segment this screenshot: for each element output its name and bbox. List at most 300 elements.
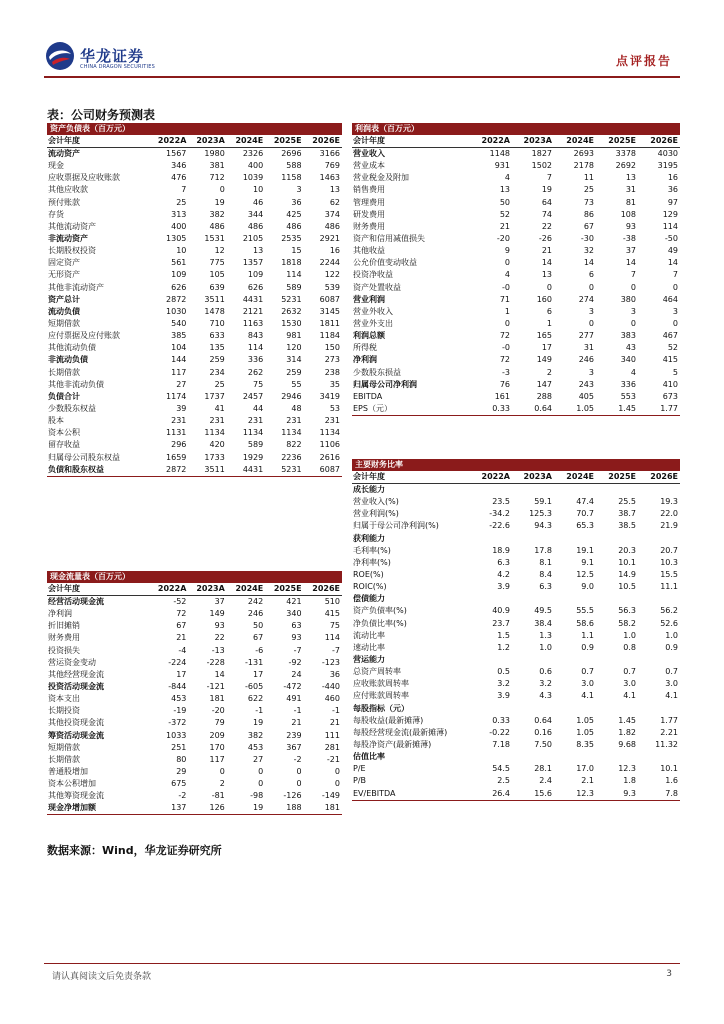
row-value: 52 <box>667 343 678 353</box>
table-row <box>352 269 680 281</box>
table-header-row <box>47 583 342 596</box>
row-value <box>554 593 596 605</box>
row-label: 流动负债 <box>48 306 80 316</box>
row-label: ROIC(%) <box>353 582 387 592</box>
row-value: 3 <box>588 306 594 316</box>
table-row <box>47 354 342 366</box>
row-label: 成长能力 <box>353 485 385 495</box>
row-value: -2 <box>293 754 302 764</box>
row-value: 160 <box>536 294 552 304</box>
table-row <box>352 751 680 763</box>
row-value: 16 <box>667 173 678 183</box>
row-label: 净利率(%) <box>353 557 391 567</box>
row-value: 1.0 <box>623 630 636 640</box>
row-value: 9.3 <box>596 788 638 801</box>
row-value: 125.3 <box>529 509 552 519</box>
row-label: 其他经营现金流 <box>48 669 104 679</box>
row-label: 长期借款 <box>48 367 80 377</box>
table-row <box>47 778 342 790</box>
row-value: 9.0 <box>581 582 594 592</box>
row-value: 114 <box>324 633 340 643</box>
row-value: 380 <box>620 294 636 304</box>
table-row <box>352 354 680 366</box>
table-row <box>47 608 342 620</box>
row-value: 38.5 <box>618 521 636 531</box>
row-value: 108 <box>620 209 636 219</box>
row-label: 现金净增加额 <box>47 802 150 815</box>
row-value: 4.2 <box>497 570 510 580</box>
row-value: 80 <box>176 754 187 764</box>
row-value: 415 <box>324 609 340 619</box>
row-value: 114 <box>662 221 678 231</box>
table-row <box>47 197 342 209</box>
row-value: 129 <box>662 209 678 219</box>
table-row <box>47 367 342 379</box>
row-value: 1.8 <box>623 776 636 786</box>
table-row <box>352 342 680 354</box>
row-value: 1184 <box>319 331 340 341</box>
row-value: 75 <box>252 379 264 389</box>
row-label: 其他流动资产 <box>48 221 96 231</box>
row-label: 负债和股东权益 <box>47 464 150 477</box>
row-value: -1 <box>293 706 302 716</box>
row-value: 1811 <box>319 319 340 329</box>
row-value: 2457 <box>242 391 264 401</box>
row-value: 10.1 <box>660 764 678 774</box>
row-value: 4 <box>504 173 510 183</box>
row-value: 0.33 <box>492 715 510 725</box>
row-value: 1.45 <box>618 715 636 725</box>
row-value <box>554 484 596 497</box>
row-value: 281 <box>324 742 340 752</box>
table-row <box>47 209 342 221</box>
row-value: 491 <box>286 694 302 704</box>
row-value: 2121 <box>242 306 264 316</box>
row-label: 财务费用 <box>48 633 80 643</box>
row-value: 27 <box>252 754 264 764</box>
row-value: -440 <box>321 682 340 692</box>
row-label: EBITDA <box>353 391 383 401</box>
row-value: -0.22 <box>489 727 510 737</box>
row-value: 1.77 <box>638 403 680 416</box>
row-value: -228 <box>206 657 225 667</box>
row-value: 1033 <box>166 730 187 740</box>
section-title: 表：公司财务预测表 <box>47 108 156 122</box>
row-label: P/E <box>353 764 366 774</box>
row-value: 94.3 <box>534 521 552 531</box>
row-value <box>554 654 596 666</box>
row-value: 7 <box>546 173 552 183</box>
row-value: -224 <box>168 657 187 667</box>
row-value: 2632 <box>281 306 302 316</box>
row-value: 553 <box>620 391 636 401</box>
row-value: 26.4 <box>470 788 512 801</box>
row-label: 长期股权投资 <box>48 246 96 256</box>
column-header-year: 2026E <box>638 471 680 484</box>
row-value: 14 <box>583 258 594 268</box>
row-label: 投资活动现金流 <box>48 682 104 692</box>
row-value: 19.1 <box>576 545 594 555</box>
row-value: 1929 <box>242 452 264 462</box>
row-value: 673 <box>662 391 678 401</box>
row-value: 382 <box>209 209 225 219</box>
table-row <box>352 172 680 184</box>
table-row <box>47 257 342 269</box>
column-header-year: 2023A <box>512 135 554 148</box>
row-value <box>596 654 638 666</box>
row-value: 6087 <box>304 464 342 477</box>
table-row <box>352 233 680 245</box>
table-row <box>352 379 680 391</box>
row-value: 486 <box>247 221 264 231</box>
row-value: 4.1 <box>665 691 678 701</box>
row-value: 1134 <box>242 428 264 438</box>
row-value: 149 <box>536 355 552 365</box>
row-value: 1148 <box>489 149 510 159</box>
row-value: 3.0 <box>623 679 636 689</box>
row-value: 73 <box>583 197 594 207</box>
row-label: 其他非流动资产 <box>48 282 104 292</box>
row-value: 23.5 <box>492 497 510 507</box>
row-value <box>512 654 554 666</box>
row-value: 16 <box>329 246 340 256</box>
table-row <box>47 172 342 184</box>
table-row <box>352 703 680 715</box>
row-label: 投资净收益 <box>353 270 393 280</box>
row-value: 37 <box>214 597 225 607</box>
row-value: -52 <box>173 597 187 607</box>
row-value: 7 <box>181 185 187 195</box>
row-value: 314 <box>286 355 302 365</box>
row-value: 120 <box>286 343 302 353</box>
row-label: 资产和信用减值损失 <box>353 234 425 244</box>
row-value: 58.6 <box>576 618 594 628</box>
row-label: P/B <box>353 776 367 786</box>
row-value: 21 <box>291 718 302 728</box>
row-value: 75 <box>329 621 340 631</box>
table-row <box>47 245 342 257</box>
row-value: 8.35 <box>576 740 594 750</box>
row-value: 1.6 <box>665 776 678 786</box>
row-label: 预付账款 <box>48 197 80 207</box>
row-value: 0 <box>672 282 678 292</box>
row-value: 1.05 <box>554 403 596 416</box>
row-value: 3 <box>672 306 678 316</box>
row-value: 62 <box>329 197 340 207</box>
row-value: 93 <box>214 621 225 631</box>
row-label: 少数股东权益 <box>48 404 96 414</box>
row-value: 2872 <box>166 294 187 304</box>
row-value: 374 <box>324 209 340 219</box>
row-value: -7 <box>332 645 340 655</box>
brand-name-cn: 华龙证券 <box>80 47 145 65</box>
row-value: 1.0 <box>665 630 678 640</box>
row-value: 5 <box>672 367 678 377</box>
row-value: 626 <box>247 282 264 292</box>
row-value: 1531 <box>204 234 225 244</box>
table-row <box>352 209 680 221</box>
row-value: 21.9 <box>660 521 678 531</box>
row-value: 137 <box>150 802 188 815</box>
column-header-year: 2025E <box>265 583 303 596</box>
column-header-year: 2025E <box>265 135 303 148</box>
row-value: -0 <box>502 282 510 292</box>
row-value: 14 <box>214 669 225 679</box>
row-value: 9.68 <box>618 740 636 750</box>
table-row <box>352 306 680 318</box>
row-value: 114 <box>247 343 264 353</box>
row-value: 4431 <box>242 294 264 304</box>
table-row <box>352 678 680 690</box>
row-value: 1.77 <box>660 715 678 725</box>
table-row <box>47 403 342 415</box>
row-value: -0 <box>502 343 510 353</box>
row-value: 161 <box>494 391 510 401</box>
row-value: 1134 <box>319 428 340 438</box>
row-label: 资产负债率(%) <box>353 606 407 616</box>
table-header-row <box>47 135 342 148</box>
row-label: 净利润 <box>353 355 377 365</box>
table-row <box>47 439 342 451</box>
row-value: 39 <box>176 404 187 414</box>
row-label: 财务费用 <box>353 221 385 231</box>
table-row <box>352 160 680 172</box>
column-header-year: 2022A <box>470 135 512 148</box>
row-value <box>512 593 554 605</box>
row-value: 147 <box>536 379 552 389</box>
row-value: -472 <box>283 682 302 692</box>
table-row <box>47 160 342 172</box>
row-value: 0 <box>219 767 225 777</box>
row-label: 研发费用 <box>353 209 385 219</box>
row-value: 0 <box>588 282 594 292</box>
row-value: 1502 <box>531 161 552 171</box>
row-value: 71 <box>499 294 510 304</box>
row-label: 非流动资产 <box>48 234 88 244</box>
row-label: 营业利润 <box>353 294 385 304</box>
row-value: -1 <box>255 706 264 716</box>
row-value: 383 <box>620 331 636 341</box>
row-label: 净负债比率(%) <box>353 618 407 628</box>
table-row <box>352 605 680 617</box>
row-value: -30 <box>580 234 594 244</box>
row-label: 管理费用 <box>353 197 385 207</box>
row-label: EV/EBITDA <box>352 788 470 801</box>
row-value: 1659 <box>166 452 187 462</box>
row-label: EPS（元） <box>352 403 470 416</box>
row-value: 35 <box>329 379 340 389</box>
row-value: 19 <box>541 185 552 195</box>
row-value: 22 <box>214 633 225 643</box>
row-value: 712 <box>209 173 225 183</box>
row-value: 4030 <box>657 149 678 159</box>
row-value: 2.21 <box>660 727 678 737</box>
table-row <box>47 705 342 717</box>
row-value: 53 <box>329 404 340 414</box>
row-label: 其他应收款 <box>48 185 88 195</box>
row-value: 14 <box>541 258 552 268</box>
table-row <box>47 754 342 766</box>
table-row <box>47 717 342 729</box>
table-title: 主要财务比率 <box>352 459 680 471</box>
row-value <box>596 751 638 763</box>
row-label: 资产总计 <box>48 294 80 304</box>
row-value: -605 <box>245 682 264 692</box>
row-value: 36 <box>291 197 302 207</box>
row-label: 获利能力 <box>353 533 385 543</box>
column-header-year: 2025E <box>596 471 638 484</box>
row-value: 453 <box>247 742 264 752</box>
row-value: 13 <box>625 173 636 183</box>
row-value: 3419 <box>319 391 340 401</box>
table-row <box>47 148 342 161</box>
row-value: -1 <box>332 706 340 716</box>
brand-logo <box>44 40 156 74</box>
row-label: 应付账款周转率 <box>353 691 409 701</box>
table-row <box>352 788 680 801</box>
row-value: 2 <box>546 367 552 377</box>
row-value: -4 <box>178 645 187 655</box>
row-label: 普通股增加 <box>48 767 88 777</box>
row-value: -20 <box>211 706 225 716</box>
row-value: 274 <box>578 294 594 304</box>
table-row <box>352 775 680 787</box>
column-header-year: 2024E <box>227 135 265 148</box>
row-value <box>638 654 680 666</box>
row-value: 3.9 <box>497 582 510 592</box>
row-value: 0 <box>258 767 264 777</box>
row-value: 1.05 <box>576 715 594 725</box>
table-row <box>47 391 342 403</box>
row-label: 长期投资 <box>48 706 80 716</box>
row-value: 17.0 <box>576 764 594 774</box>
row-value: 0.5 <box>497 667 510 677</box>
row-value: 20.7 <box>660 545 678 555</box>
table-row <box>352 630 680 642</box>
row-value: 0 <box>258 779 264 789</box>
row-value: 262 <box>247 367 264 377</box>
row-value: 54.5 <box>492 764 510 774</box>
row-value: 209 <box>209 730 225 740</box>
row-value: 55.5 <box>576 606 594 616</box>
table-row <box>352 727 680 739</box>
row-label: 归属母公司净利润 <box>353 379 417 389</box>
row-value: 486 <box>324 221 340 231</box>
row-value: 0 <box>296 779 302 789</box>
column-header-year: 2022A <box>150 135 188 148</box>
row-value: 346 <box>171 161 187 171</box>
row-label: 每股经营现金流(最新摊薄) <box>353 727 448 737</box>
row-value: 6.3 <box>539 582 552 592</box>
row-label: 毛利率(%) <box>353 545 391 555</box>
row-value <box>638 751 680 763</box>
row-value: 25 <box>583 185 594 195</box>
row-value: -21 <box>326 754 340 764</box>
row-value: 135 <box>209 343 225 353</box>
row-value: 1030 <box>166 306 187 316</box>
row-value: 21 <box>499 221 510 231</box>
row-value: 0.64 <box>534 715 552 725</box>
row-value: 2 <box>219 779 225 789</box>
data-source-note: 数据来源：Wind，华龙证券研究所 <box>47 844 222 857</box>
table-row <box>47 306 342 318</box>
row-value: 3.9 <box>497 691 510 701</box>
table-row <box>47 632 342 644</box>
cash-flow-table <box>47 571 342 815</box>
row-value: 2872 <box>150 464 188 477</box>
row-value <box>596 533 638 545</box>
row-value: 48 <box>291 404 302 414</box>
row-value: 1163 <box>242 319 264 329</box>
row-value: 3145 <box>319 306 340 316</box>
table-row <box>352 642 680 654</box>
row-label: 应收票据及应收账款 <box>48 173 120 183</box>
row-label: 营业收入 <box>353 149 385 159</box>
row-value: 97 <box>667 197 678 207</box>
column-header-year: 2024E <box>554 471 596 484</box>
row-value: 38.7 <box>618 509 636 519</box>
row-value: 19.3 <box>660 497 678 507</box>
row-value <box>638 703 680 715</box>
row-value: 93 <box>625 221 636 231</box>
column-header-label: 会计年度 <box>352 471 470 484</box>
row-value: 19 <box>214 197 225 207</box>
table-row <box>352 618 680 630</box>
row-value: 0 <box>504 319 510 329</box>
row-value: 10.5 <box>618 582 636 592</box>
row-value: 6 <box>588 270 594 280</box>
row-value: 0 <box>672 319 678 329</box>
row-value: 2.5 <box>497 776 510 786</box>
table-row <box>47 342 342 354</box>
row-value: 32 <box>583 246 594 256</box>
row-label: 偿债能力 <box>353 594 385 604</box>
row-value: 6 <box>546 306 552 316</box>
row-value: 1567 <box>166 149 187 159</box>
row-value: 46 <box>252 197 264 207</box>
row-value: 1106 <box>319 440 340 450</box>
column-header-year: 2023A <box>512 471 554 484</box>
row-value: 561 <box>171 258 187 268</box>
row-value: 467 <box>662 331 678 341</box>
row-value: 14 <box>625 258 636 268</box>
row-value: 3.0 <box>581 679 594 689</box>
row-value: 242 <box>247 597 264 607</box>
row-value: 24 <box>291 669 302 679</box>
row-value: 150 <box>324 343 340 353</box>
row-value: 17 <box>176 669 187 679</box>
row-label: 短期借款 <box>48 319 80 329</box>
row-value: 126 <box>188 802 226 815</box>
table-row <box>47 693 342 705</box>
row-label: 资本公积增加 <box>48 779 96 789</box>
row-value: 122 <box>324 270 340 280</box>
row-value: 340 <box>620 355 636 365</box>
row-value <box>512 751 554 763</box>
row-value: 8.4 <box>539 570 552 580</box>
row-value: 109 <box>171 270 187 280</box>
row-value: 81 <box>625 197 636 207</box>
row-value: 1131 <box>166 428 187 438</box>
row-value: 464 <box>662 294 678 304</box>
column-header-year: 2025E <box>596 135 638 148</box>
document-type: 点评报告 <box>615 54 672 68</box>
table-row <box>352 294 680 306</box>
row-value: 6087 <box>319 294 340 304</box>
row-value: 1980 <box>204 149 225 159</box>
row-value: 639 <box>209 282 225 292</box>
column-header-label: 会计年度 <box>47 135 150 148</box>
